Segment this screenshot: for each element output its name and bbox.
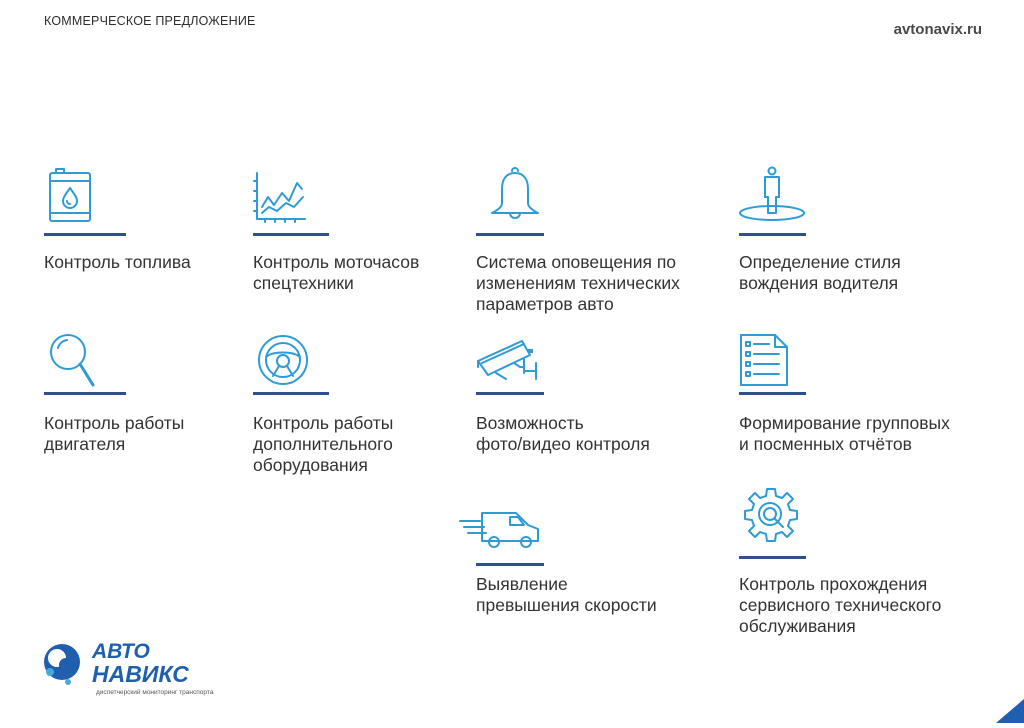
logo-tagline: диспетчерский мониторинг транспорта [96,689,214,696]
feature-rule [253,233,329,236]
feature-rule [739,556,806,559]
feature-label: Контроль прохождения сервисного технического обслуживания [739,574,942,636]
bell-icon [484,167,554,227]
feature-label: Контроль топлива [44,252,191,272]
corner-stripe [984,693,1024,723]
person-on-platform-icon [739,167,809,227]
feature-label: Контроль моточасов спецтехники [253,252,420,293]
feature-rule [253,392,329,395]
site-url[interactable]: avtonavix.ru [893,21,982,38]
gear-magnifier-icon [739,487,809,547]
feature-fuel-control [44,167,234,272]
logo-line1: АВТО [92,640,150,663]
feature-equipment-control [253,333,463,475]
speeding-van-icon [458,503,548,563]
security-camera-icon [476,333,546,393]
steering-wheel-icon [253,333,323,393]
feature-engine-control [44,333,234,454]
feature-speeding [476,503,721,615]
feature-driving-style [739,167,989,293]
feature-label: Выявление превышения скорости [476,574,657,615]
feature-motor-hours [253,167,463,293]
feature-photo-video [476,333,721,454]
feature-rule [476,563,544,566]
feature-label: Возможность фото/видео контроля [476,413,650,454]
feature-rule [476,392,544,395]
fuel-canister-icon [44,167,114,227]
feature-reports [739,333,999,454]
checklist-document-icon [739,333,809,393]
feature-maintenance [739,487,999,636]
feature-rule [44,392,126,395]
page-title: КОММЕРЧЕСКОЕ ПРЕДЛОЖЕНИЕ [44,14,256,28]
feature-rule [739,233,806,236]
feature-label: Контроль работы двигателя [44,413,185,454]
feature-label: Определение стиля вождения водителя [739,252,901,293]
feature-rule [44,233,126,236]
magnifier-icon [44,333,114,393]
feature-rule [476,233,544,236]
feature-rule [739,392,806,395]
feature-label: Формирование групповых и посменных отчётов [739,413,950,454]
company-logo [42,636,242,700]
feature-label: Система оповещения по изменениям технических параметров авто [476,252,680,314]
feature-label: Контроль работы дополнительного оборудования [253,413,394,475]
feature-alert-system [476,167,721,314]
logo-line2: НАВИКС [92,661,189,687]
growth-chart-icon [253,167,323,227]
